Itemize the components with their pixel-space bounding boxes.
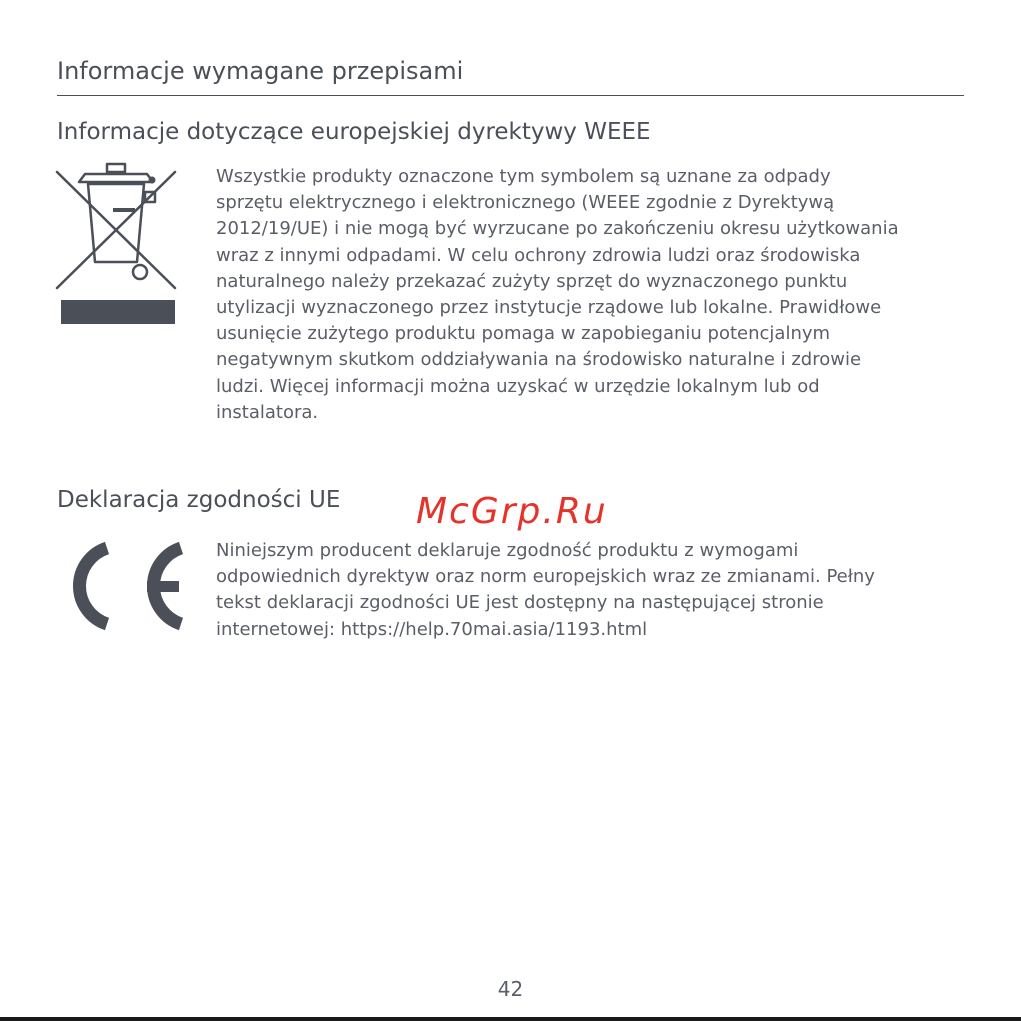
watermark-text: McGrp.Ru (416, 491, 608, 532)
text-line: ludzi. Więcej informacji można uzyskać w urzędzie lokalnym lub od (216, 375, 820, 397)
text-line: internetowej: https://help.70mai.asia/1193.html (216, 618, 648, 640)
bottom-edge (0, 1017, 1021, 1021)
text-line: odpowiednich dyrektyw oraz norm europejskich wraz ze zmianami. Pełny (216, 566, 875, 588)
text-line: Wszystkie produkty oznaczone tym symbolem są uznane za odpady (216, 166, 831, 187)
page-title: Informacje wymagane przepisami (57, 57, 464, 85)
text-line: sprzętu elektrycznego i elektronicznego (WEEE zgodnie z Dyrektywą (216, 192, 835, 214)
weee-paragraph (216, 164, 966, 426)
page-number: 42 (497, 977, 524, 1001)
text-line: Niniejszym producent deklaruje zgodność produktu z wymogami (216, 540, 799, 561)
text-line: instalatora. (216, 401, 319, 423)
text-line: utylizacji wyznaczonego przez instytucje rządowe lub lokalne. Prawidłowe (216, 297, 882, 319)
weee-section-title: Informacje dotyczące europejskiej dyrektywy WEEE (57, 119, 651, 145)
text-line: tekst deklaracji zgodności UE jest dostępny na następującej stronie (216, 592, 824, 614)
text-line: naturalnego należy przekazać zużyty sprzęt do wyznaczonego punktu (216, 270, 848, 292)
text-line: usunięcie zużytego produktu pomaga w zapobieganiu potencjalnym (216, 323, 831, 345)
text-line: 2012/19/UE) i nie mogą być wyrzucane po zakończeniu okresu użytkowania (216, 218, 899, 240)
text-line: negatywnym skutkom oddziaływania na środowisko naturalne i zdrowie (216, 349, 862, 371)
ce-mark-icon (55, 538, 183, 634)
text-line: wraz z innymi odpadami. W celu ochrony zdrowia ludzi oraz środowiska (216, 244, 861, 266)
header-divider (57, 95, 964, 96)
ce-paragraph (216, 538, 966, 643)
ce-section-title: Deklaracja zgodności UE (57, 487, 341, 513)
crossed-out-wheelie-bin-icon (55, 160, 177, 326)
